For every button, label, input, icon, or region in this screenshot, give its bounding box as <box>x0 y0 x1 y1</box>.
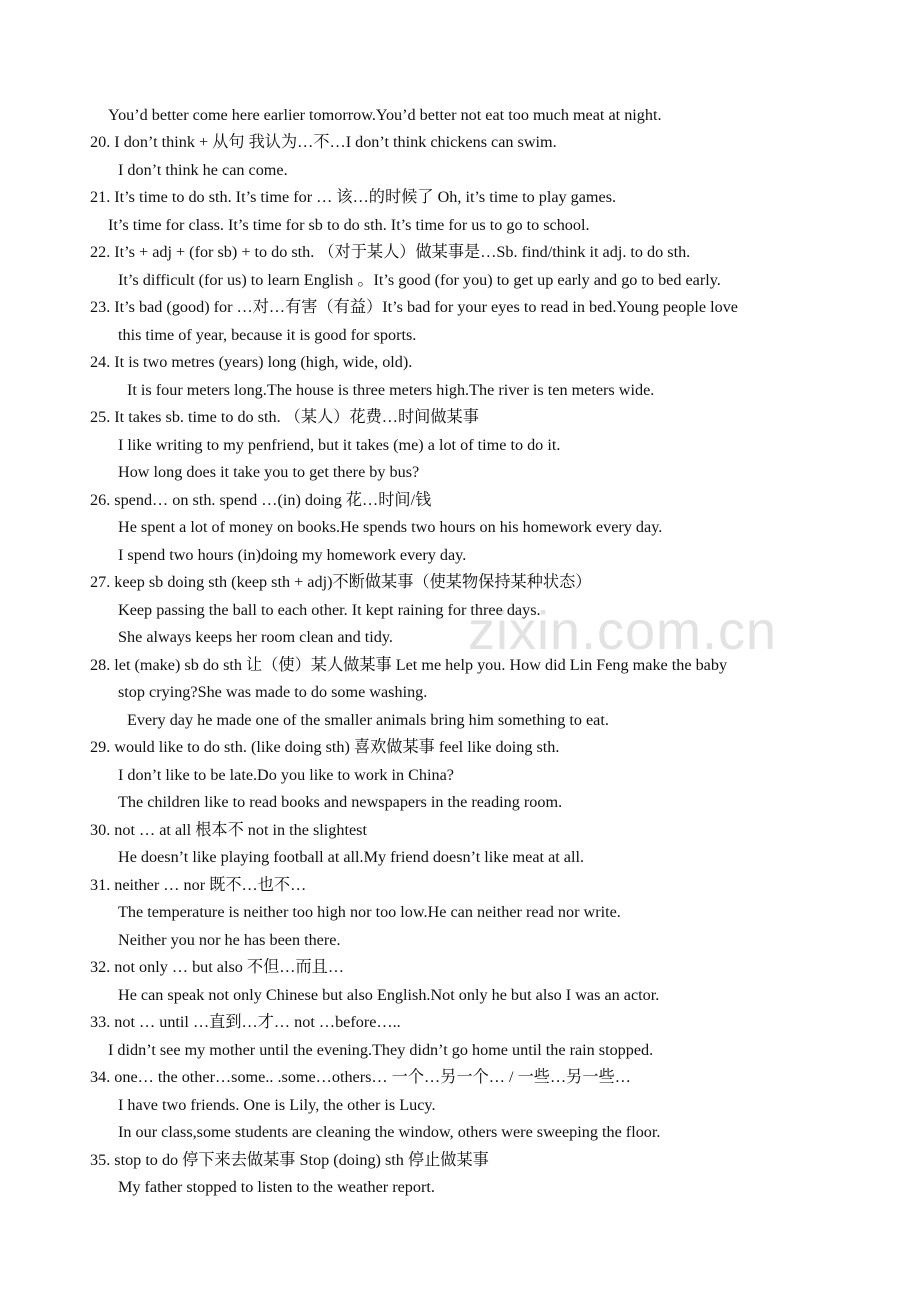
item-heading-35: 35. stop to do 停下来去做某事 Stop (doing) sth 停止做某事 <box>90 1151 489 1169</box>
text-line: I didn’t see my mother until the evening.They didn’t go home until the rain stopped. <box>108 1041 654 1059</box>
item-heading-22: 22. It’s + adj + (for sb) + to do sth. （对于某人）做某事是…Sb. find/think it adj. to do sth. <box>90 243 691 261</box>
item-heading-20: 20. I don’t think + 从句 我认为…不…I don’t think chickens can swim. <box>90 133 557 151</box>
text-line: She always keeps her room clean and tidy. <box>118 628 393 646</box>
text-line: He can speak not only Chinese but also English.Not only he but also I was an actor. <box>118 986 660 1004</box>
item-heading-26: 26. spend… on sth. spend …(in) doing 花…时间/钱 <box>90 491 432 509</box>
item-heading-25: 25. It takes sb. time to do sth. （某人）花费…时间做某事 <box>90 408 479 426</box>
item-heading-33: 33. not … until …直到…才… not …before….. <box>90 1013 401 1031</box>
text-line: It’s difficult (for us) to learn English 。It’s good (for you) to get up early and go to bed early. <box>118 271 721 289</box>
text-line: I like writing to my penfriend, but it takes (me) a lot of time to do it. <box>118 436 561 454</box>
text-line: this time of year, because it is good for sports. <box>118 326 417 344</box>
text-line: Every day he made one of the smaller animals bring him something to eat. <box>127 711 609 729</box>
text-line: He spent a lot of money on books.He spends two hours on his homework every day. <box>118 518 663 536</box>
item-heading-27: 27. keep sb doing sth (keep sth + adj)不断做某事（使某物保持某种状态） <box>90 573 592 591</box>
text-line: The temperature is neither too high nor too low.He can neither read nor write. <box>118 903 621 921</box>
text-line: How long does it take you to get there by bus? <box>118 463 420 481</box>
text-line: stop crying?She was made to do some washing. <box>118 683 428 701</box>
item-heading-31: 31. neither … nor 既不…也不… <box>90 876 307 894</box>
text-line: It is four meters long.The house is three meters high.The river is ten meters wide. <box>127 381 655 399</box>
text-line: It’s time for class. It’s time for sb to do sth. It’s time for us to go to school. <box>108 216 590 234</box>
text-line: In our class,some students are cleaning the window, others were sweeping the floor. <box>118 1123 661 1141</box>
text-line: Keep passing the ball to each other. It kept raining for three days. <box>118 601 541 619</box>
watermark: zixin.com.cn <box>468 601 778 661</box>
item-heading-29: 29. would like to do sth. (like doing sth) 喜欢做某事 feel like doing sth. <box>90 738 560 756</box>
text-line: My father stopped to listen to the weather report. <box>118 1178 435 1196</box>
text-line: The children like to read books and newspapers in the reading room. <box>118 793 563 811</box>
text-line: I have two friends. One is Lily, the other is Lucy. <box>118 1096 436 1114</box>
item-heading-24: 24. It is two metres (years) long (high, wide, old). <box>90 353 413 371</box>
text-line: I don’t think he can come. <box>118 161 288 179</box>
text-line: Neither you nor he has been there. <box>118 931 341 949</box>
item-heading-30: 30. not … at all 根本不 not in the slightest <box>90 821 367 839</box>
text-line: You’d better come here earlier tomorrow.You’d better not eat too much meat at night. <box>108 106 662 124</box>
text-line: He doesn’t like playing football at all.My friend doesn’t like meat at all. <box>118 848 585 866</box>
text-line: I don’t like to be late.Do you like to work in China? <box>118 766 454 784</box>
item-heading-34: 34. one… the other…some.. .some…others… 一个…另一个… / 一些…另一些… <box>90 1068 631 1086</box>
item-heading-28: 28. let (make) sb do sth 让（使）某人做某事 Let me help you. How did Lin Feng make the baby <box>90 656 728 674</box>
text-line: I spend two hours (in)doing my homework every day. <box>118 546 467 564</box>
item-heading-23: 23. It’s bad (good) for …对…有害（有益）It’s bad for your eyes to read in bed.Young people love <box>90 298 738 316</box>
item-heading-21: 21. It’s time to do sth. It’s time for … 该…的时候了 Oh, it’s time to play games. <box>90 188 617 206</box>
item-heading-32: 32. not only … but also 不但…而且… <box>90 958 345 976</box>
